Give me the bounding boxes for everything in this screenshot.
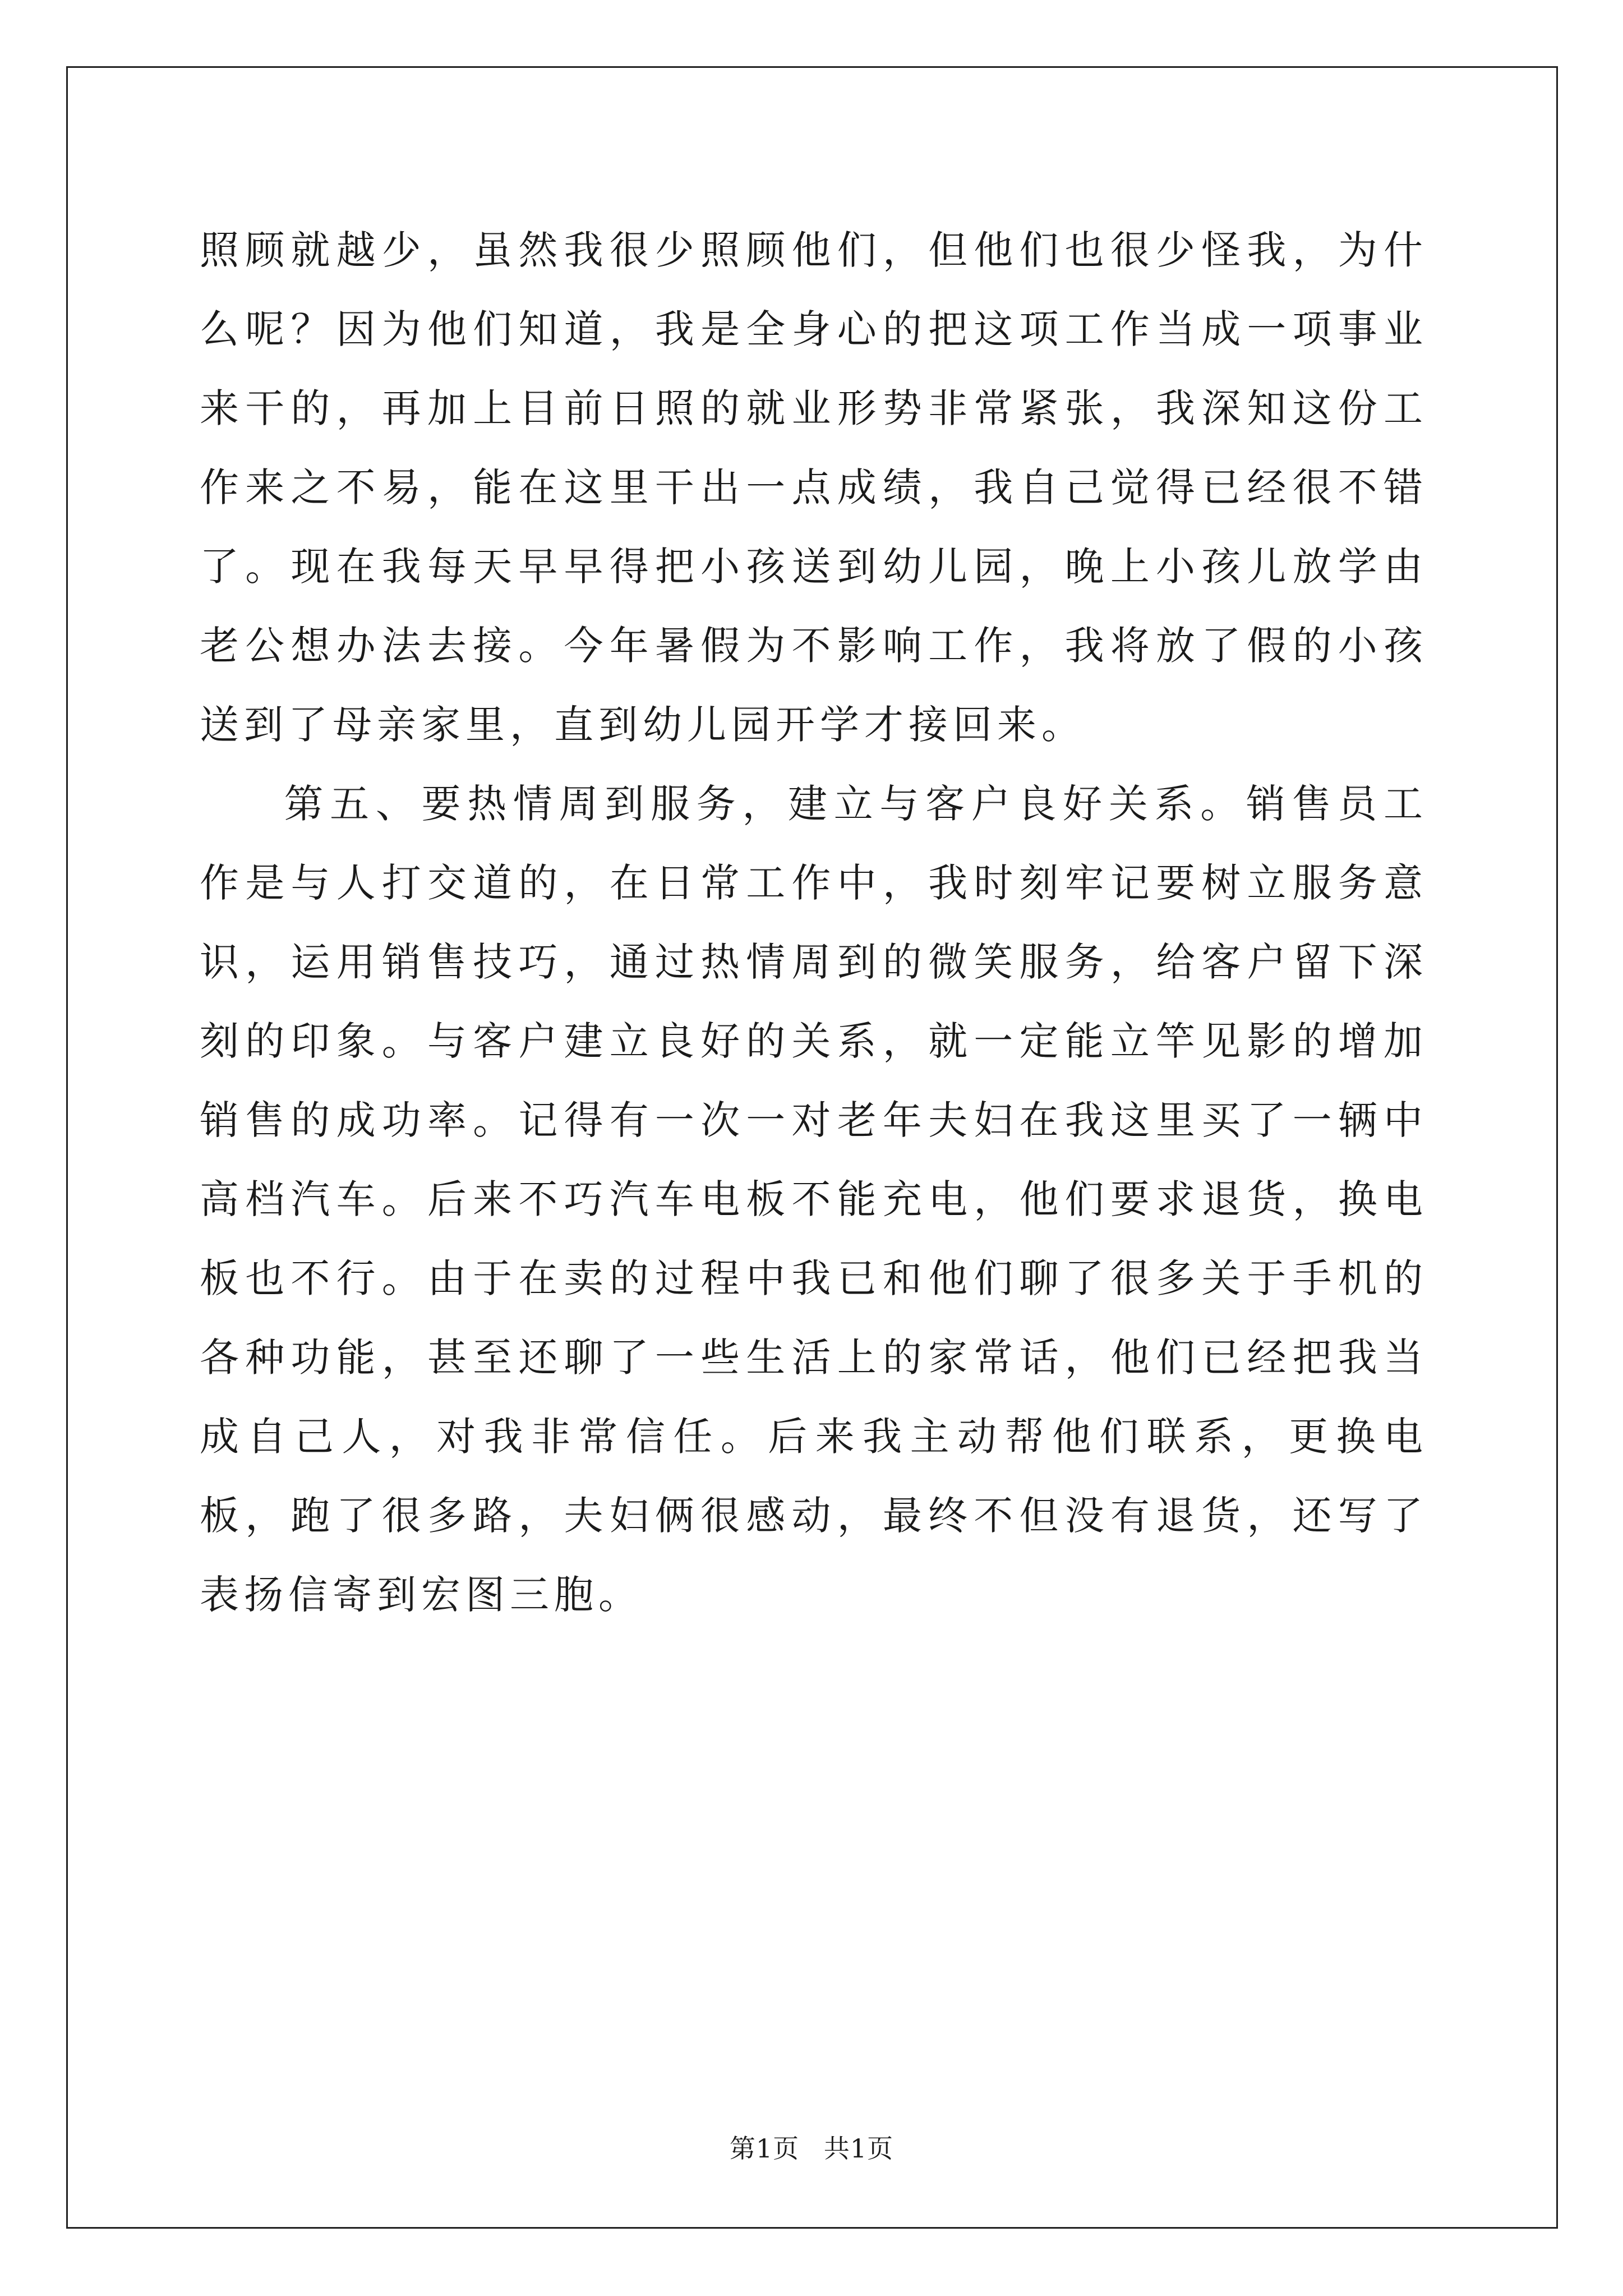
paragraph-1: 照顾就越少，虽然我很少照顾他们，但他们也很少怪我，为什么呢？因为他们知道，我是全身心的把这项工作当成一项事业来干的，再加上目前日照的就业形势非常紧张，我深知这份工作来之不易，能在这里干出一点成绩，我自己觉得已经很不错了。现在我每天早早得把小孩送到幼儿园，晚上小孩儿放学由老公想办法去接。今年暑假为不影响工作，我将放了假的小孩送到了母亲家里，直到幼儿园开学才接回来。 [200, 227, 1428, 748]
page-footer [0, 2132, 1623, 2165]
page-number: 第1页 [729, 2133, 800, 2164]
document-body [200, 211, 1428, 1635]
page-count: 共1页 [823, 2133, 894, 2164]
paragraph-2: 第五、要热情周到服务，建立与客户良好关系。销售员工作是与人打交道的，在日常工作中，我时刻牢记要树立服务意识，运用销售技巧，通过热情周到的微笑服务，给客户留下深刻的印象。与客户建立良好的关系，就一定能立竿见影的增加销售的成功率。记得有一次一对老年夫妇在我这里买了一辆中高档汽车。后来不巧汽车电板不能充电，他们要求退货，换电板也不行。由于在卖的过程中我已和他们聊了很多关于手机的各种功能，甚至还聊了一些生活上的家常话，他们已经把我当成自己人，对我非常信任。后来我主动帮他们联系，更换电板，跑了很多路，夫妇俩很感动，最终不但没有退货，还写了表扬信寄到宏图三胞。 [200, 781, 1428, 1618]
